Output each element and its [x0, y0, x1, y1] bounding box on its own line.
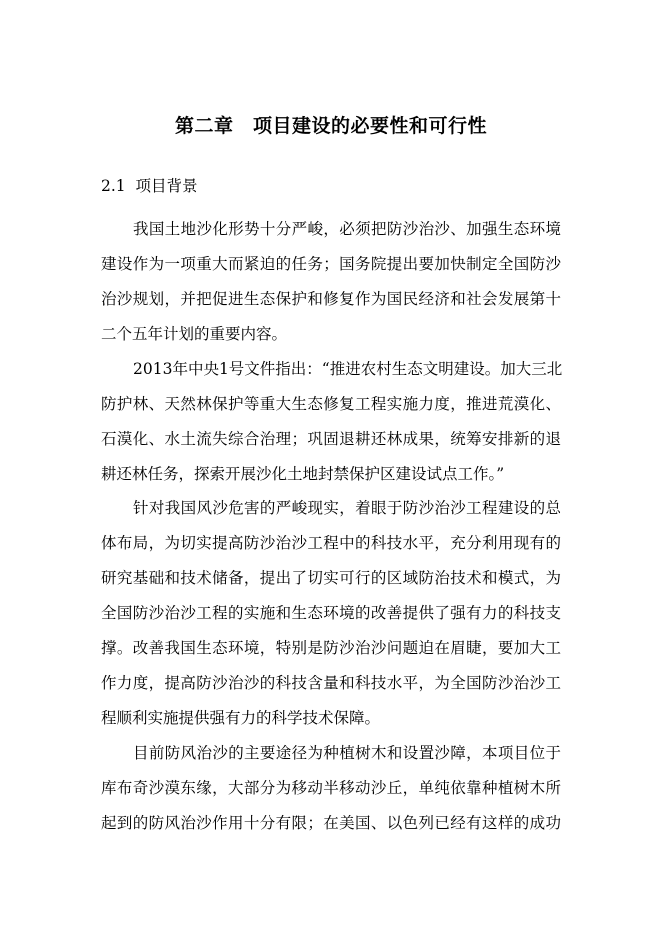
paragraph-line: 二个五年计划的重要内容。: [101, 325, 288, 343]
paragraph-line: 2013年中央1号文件指出：“推进农村生态文明建设。加大三北: [133, 360, 563, 378]
paragraph-line: 石漠化、水土流失综合治理；巩固退耕还林成果，统筹安排新的退: [101, 430, 561, 448]
paragraph-line: 库布奇沙漠东缘，大部分为移动半移动沙丘，单纯依靠种植树木所: [101, 779, 561, 797]
paragraph-line: 耕还林任务，探索开展沙化土地封禁保护区建设试点工作。”: [101, 465, 505, 483]
chapter-title: 第二章 项目建设的必要性和可行性: [174, 115, 487, 137]
paragraph-line: 研究基础和技术储备，提出了切实可行的区域防治技术和模式，为: [101, 569, 561, 587]
paragraph-line: 治沙规划，并把促进生态保护和修复作为国民经济和社会发展第十: [101, 290, 561, 308]
section-heading: 2.1 项目背景: [101, 177, 198, 195]
paragraph: [101, 352, 561, 492]
paragraph-line: 体布局，为切实提高防沙治沙工程中的科技水平，充分利用现有的: [101, 534, 561, 552]
paragraph-line: 针对我国风沙危害的严峻现实，着眼于防沙治沙工程建设的总: [133, 499, 561, 517]
paragraph-line: 撑。改善我国生态环境，特别是防沙治沙问题迫在眉睫，要加大工: [101, 639, 561, 657]
paragraph-line: 我国土地沙化形势十分严峻，必须把防沙治沙、加强生态环境: [133, 220, 561, 238]
paragraph-line: 程顺利实施提供强有力的科学技术保障。: [101, 709, 381, 727]
paragraph-line: 目前防风治沙的主要途径为种植树木和设置沙障，本项目位于: [133, 744, 561, 762]
paragraph-line: 起到的防风治沙作用十分有限；在美国、以色列已经有这样的成功: [101, 814, 561, 832]
paragraph: [101, 212, 561, 352]
paragraph: [101, 736, 561, 841]
paragraph-line: 全国防沙治沙工程的实施和生态环境的改善提供了强有力的科技支: [101, 604, 561, 622]
paragraph: [101, 491, 561, 736]
paragraph-line: 防护林、天然林保护等重大生态修复工程实施力度，推进荒漠化、: [101, 395, 561, 413]
paragraph-line: 作力度，提高防沙治沙的科技含量和科技水平，为全国防沙治沙工: [101, 674, 561, 692]
paragraph-line: 建设作为一项重大而紧迫的任务；国务院提出要加快制定全国防沙: [101, 255, 561, 273]
